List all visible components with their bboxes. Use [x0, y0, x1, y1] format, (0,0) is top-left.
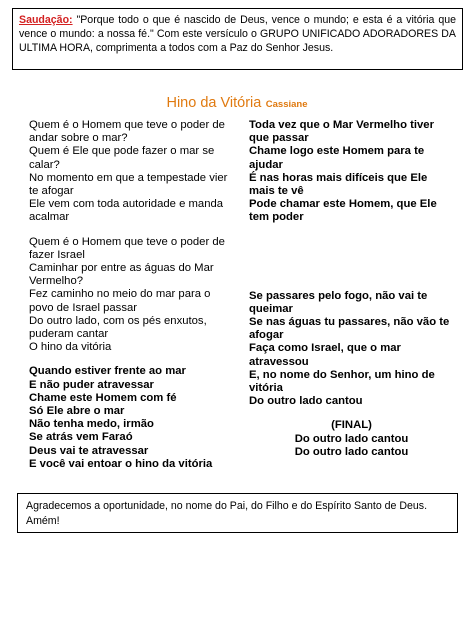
- lyrics-right-column: [249, 119, 454, 459]
- final-line: Do outro lado cantou: [294, 445, 409, 458]
- final-label: (FINAL): [331, 419, 372, 432]
- lyric-line: E não puder atravessar: [29, 378, 154, 391]
- final-section: [249, 419, 454, 459]
- lyric-line: Toda vez que o Mar Vermelho tiver que passar: [249, 119, 434, 145]
- song-title: [0, 94, 474, 112]
- lyric-line: Chame logo este Homem para te ajudar: [249, 145, 425, 171]
- lyric-line: Deus vai te atravessar: [29, 444, 149, 457]
- lyric-line: Quem é o Homem que teve o poder de fazer Israel: [29, 235, 225, 261]
- lyric-line: Se nas águas tu passares, não vão te afogar: [249, 316, 450, 342]
- song-author: Cassiane: [265, 99, 308, 110]
- lyric-line: Quem é o Homem que teve o poder de andar sobre o mar?: [29, 119, 225, 145]
- left-stanza-2: [29, 236, 234, 355]
- lyric-line: Faça como Israel, que o mar atravessou: [249, 342, 401, 368]
- lyric-line: E você vai entoar o hino da vitória: [29, 457, 213, 470]
- greeting-text: "Porque todo o que é nascido de Deus, vence o mundo; e esta é a vitória que vence o mundo: a nossa fé." Com este versículo o GRUPO UNIFICADO ADORADORES DA ULTIMA HORA, comprimenta a todos com a Paz do Senhor Jesus.: [19, 14, 456, 54]
- right-stanza-1: [249, 119, 454, 225]
- thanks-box: [17, 493, 458, 533]
- left-stanza-3-chorus: [29, 365, 234, 471]
- lyric-line: Não tenha medo, irmão: [29, 418, 154, 431]
- lyric-line: Fez caminho no meio do mar para o povo de Israel passar: [29, 288, 211, 314]
- lyric-line: Caminhar por entre as águas do Mar Vermelho?: [29, 262, 214, 288]
- song-title-text: Hino da Vitória: [166, 95, 262, 111]
- lyric-line: Pode chamar este Homem, que Ele tem poder: [249, 198, 437, 224]
- lyric-line: Quem é Ele que pode fazer o mar se calar?: [29, 145, 215, 171]
- lyric-line: No momento em que a tempestade vier te afogar: [29, 171, 228, 198]
- greeting-label: Saudação:: [19, 14, 73, 26]
- lyric-line: Do outro lado cantou: [249, 395, 363, 408]
- lyric-line: É nas horas mais difíceis que Ele mais te vê: [249, 171, 428, 198]
- left-stanza-1: [29, 119, 234, 225]
- lyric-line: Quando estiver frente ao mar: [29, 365, 186, 378]
- right-stanza-2: [249, 290, 454, 409]
- thanks-text: Agradecemos a oportunidade, no nome do Pai, do Filho e do Espírito Santo de Deus. Amém!: [26, 500, 428, 527]
- final-line: Do outro lado cantou: [294, 432, 409, 445]
- lyric-line: E, no nome do Senhor, um hino de vitória: [249, 368, 435, 395]
- lyric-line: Só Ele abre o mar: [29, 405, 125, 418]
- lyric-line: Do outro lado, com os pés enxutos, puderam cantar: [29, 314, 207, 341]
- lyric-line: Chame este Homem com fé: [29, 391, 177, 404]
- lyric-line: O hino da vitória: [29, 341, 112, 354]
- lyric-line: Se passares pelo fogo, não vai te queimar: [249, 289, 428, 315]
- lyrics-left-column: [29, 119, 234, 482]
- greeting-box: [12, 8, 463, 70]
- lyric-line: Se atrás vem Faraó: [29, 431, 133, 444]
- lyric-line: Ele vem com toda autoridade e manda acalmar: [29, 198, 224, 224]
